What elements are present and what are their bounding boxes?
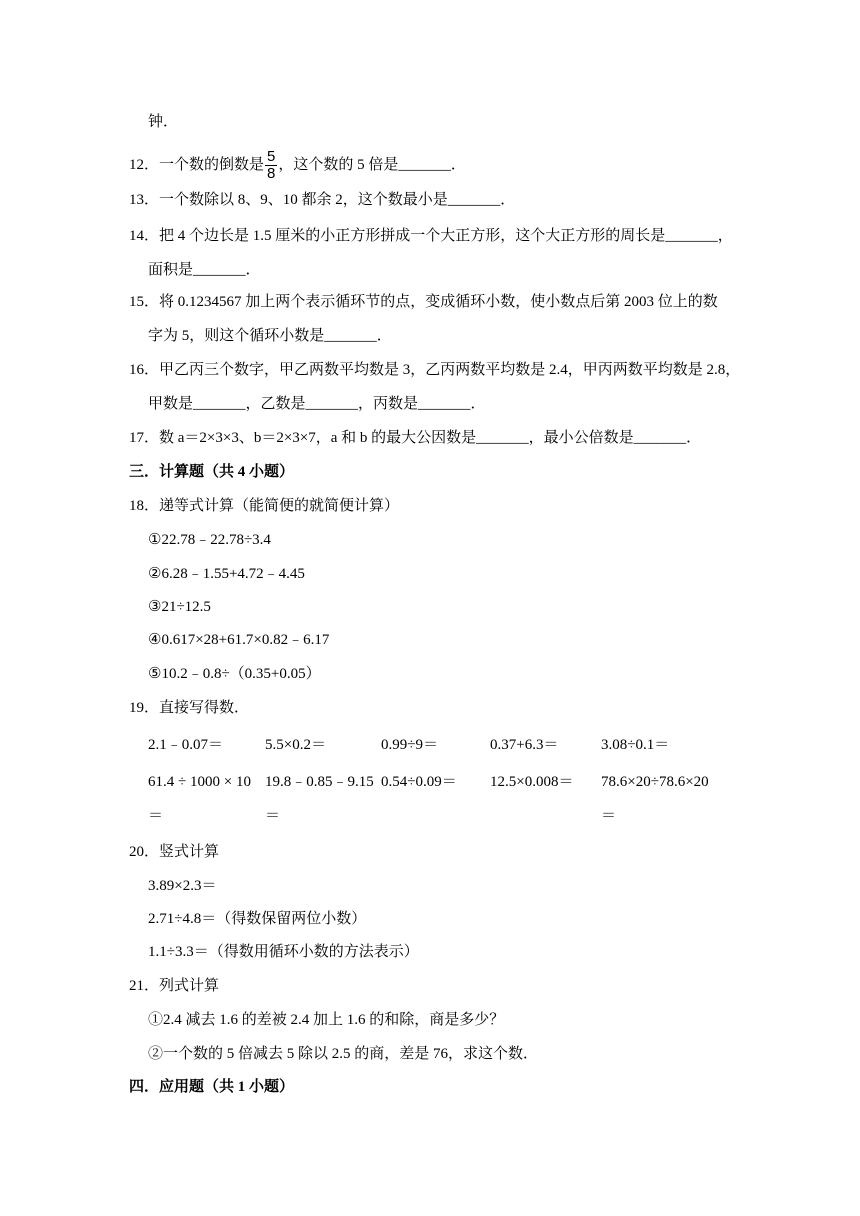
question-12 xyxy=(129,148,466,182)
q19-r3-c2: ＝ xyxy=(265,808,281,824)
q18-item-5: ⑤10.2﹣0.8÷（0.35+0.05） xyxy=(148,666,321,682)
q19-r1-c3: 0.99÷9＝ xyxy=(381,737,438,753)
question-18-title: 18．递等式计算（能简便的就简便计算） xyxy=(129,498,400,514)
question-21-title: 21．列式计算 xyxy=(129,978,220,994)
q19-r1-c2: 5.5×0.2＝ xyxy=(265,737,326,753)
q19-r1-c5: 3.08÷0.1＝ xyxy=(601,737,670,753)
question-16-line2: 甲数是_______，乙数是_______，丙数是_______． xyxy=(148,396,486,412)
q19-r2-c2: 19.8﹣0.85﹣9.15 xyxy=(265,774,374,790)
q21-item-1: ①2.4 减去 1.6 的差被 2.4 加上 1.6 的和除，商是多少？ xyxy=(148,1012,505,1028)
q19-r2-c5: 78.6×20÷78.6×20 xyxy=(601,774,709,790)
q20-item-2: 2.71÷4.8＝（得数保留两位小数） xyxy=(148,911,367,927)
section-4-heading: 四．应用题（共 1 小题） xyxy=(129,1079,295,1095)
q18-item-1: ①22.78﹣22.78÷3.4 xyxy=(148,532,271,548)
q12-text-after: ，这个数的 5 倍是_______． xyxy=(278,157,466,173)
question-13: 13．一个数除以 8、9、10 都余 2，这个数最小是_______． xyxy=(129,192,516,208)
q19-r1-c4: 0.37+6.3＝ xyxy=(490,737,559,753)
q19-r3-c5: ＝ xyxy=(601,808,617,824)
intro-line: 钟． xyxy=(148,114,179,130)
question-20-title: 20．竖式计算 xyxy=(129,844,220,860)
q18-item-4: ④0.617×28+61.7×0.82﹣6.17 xyxy=(148,632,330,648)
section-3-heading: 三．计算题（共 4 小题） xyxy=(129,464,295,480)
fraction-denominator: 8 xyxy=(267,165,276,183)
q19-r2-c4: 12.5×0.008＝ xyxy=(490,774,574,790)
q20-item-3: 1.1÷3.3＝（得数用循环小数的方法表示） xyxy=(148,944,419,960)
question-16-line1: 16．甲乙丙三个数字，甲乙两数平均数是 3，乙丙两数平均数是 2.4，甲丙两数平均数是 2.8， xyxy=(129,362,741,378)
q12-text-before: 12．一个数的倒数是 xyxy=(129,157,265,173)
q19-r2-c1: 61.4 ÷ 1000 × 10 xyxy=(148,774,251,790)
fraction-numerator: 5 xyxy=(267,148,276,166)
q19-r1-c1: 2.1﹣0.07＝ xyxy=(148,737,224,753)
fraction-5-8 xyxy=(265,150,277,181)
q18-item-3: ③21÷12.5 xyxy=(148,599,211,615)
q19-r3-c1: ＝ xyxy=(148,808,164,824)
question-14-line2: 面积是_______． xyxy=(148,262,261,278)
q20-item-1: 3.89×2.3＝ xyxy=(148,878,217,894)
question-15-line1: 15．将 0.1234567 加上两个表示循环节的点，变成循环小数，使小数点后第 2003 位上的数 xyxy=(129,294,718,310)
question-15-line2: 字为 5，则这个循环小数是_______． xyxy=(148,328,392,344)
q18-item-2: ②6.28﹣1.55+4.72﹣4.45 xyxy=(148,566,305,582)
question-17: 17．数 a＝2×3×3、b＝2×3×7，a 和 b 的最大公因数是_______，最小公倍数是_______． xyxy=(129,430,702,446)
q21-item-2: ②一个数的 5 倍减去 5 除以 2.5 的商，差是 76，求这个数． xyxy=(148,1046,539,1062)
question-14-line1: 14．把 4 个边长是 1.5 厘米的小正方形拼成一个大正方形，这个大正方形的周长是_______， xyxy=(129,228,733,244)
question-19-title: 19．直接写得数． xyxy=(129,700,250,716)
q19-r2-c3: 0.54÷0.09＝ xyxy=(381,774,457,790)
